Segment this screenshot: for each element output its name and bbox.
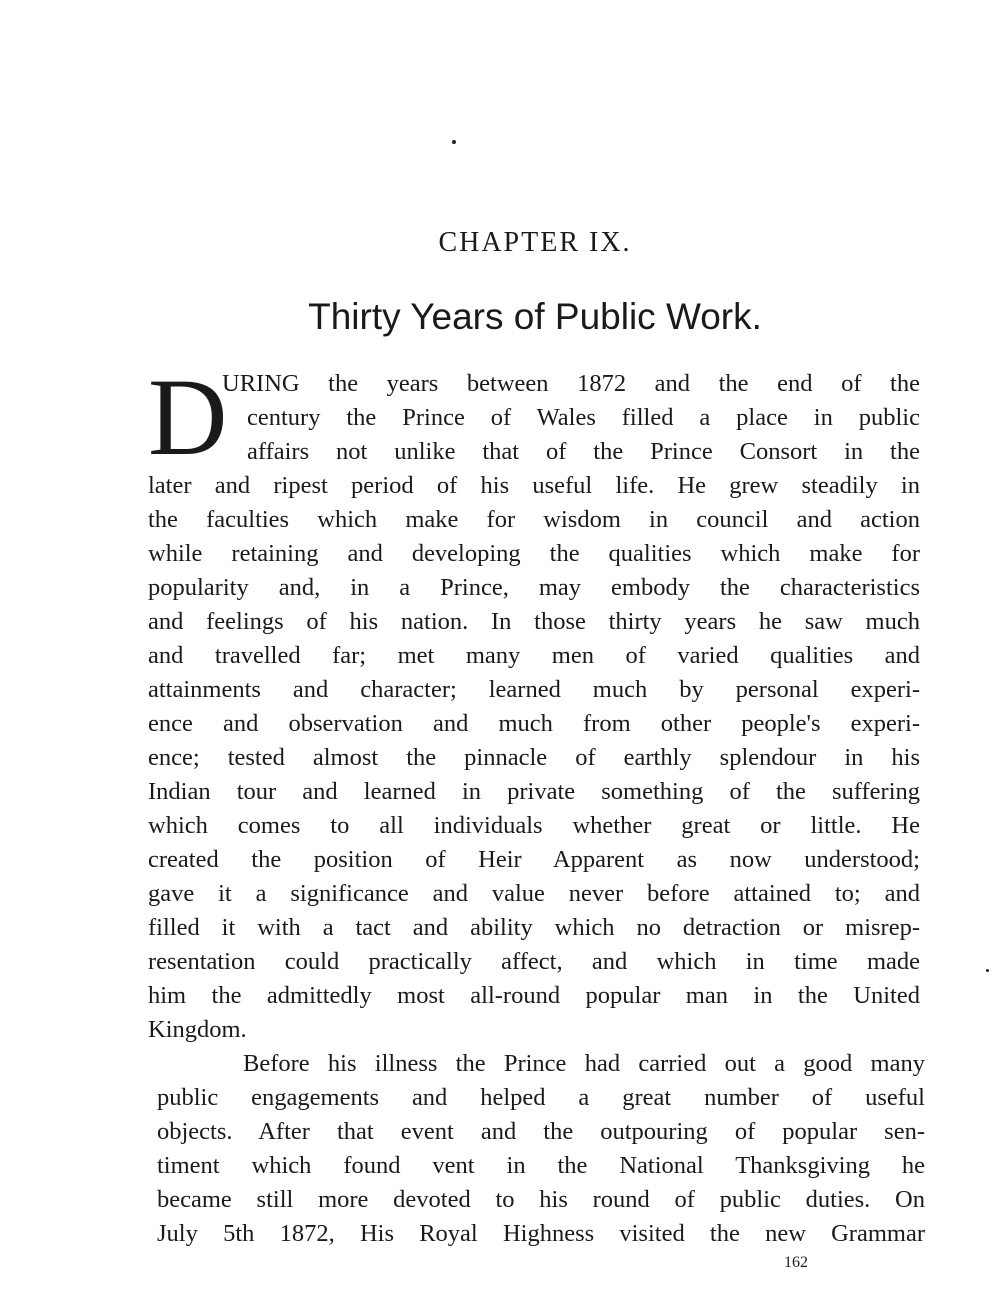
drop-cap: D (148, 356, 228, 478)
text-line: while retaining and developing the qualities which make for (148, 540, 920, 567)
text-line: him the admittedly most all-round popular man in the United (148, 982, 920, 1009)
text-line: and travelled far; met many men of varied qualities and (148, 642, 920, 669)
text-line: resentation could practically affect, and which in time made (148, 948, 920, 975)
stray-mark-right (986, 969, 989, 972)
text-line: became still more devoted to his round of public duties. On (157, 1186, 925, 1213)
text-line: affairs not unlike that of the Prince Consort in the (247, 438, 920, 465)
text-line: Indian tour and learned in private something of the suffering (148, 778, 920, 805)
text-line: ence; tested almost the pinnacle of earthly splendour in his (148, 744, 920, 771)
text-line: and feelings of his nation. In those thirty years he saw much (148, 608, 920, 635)
text-line: objects. After that event and the outpouring of popular sen- (157, 1118, 925, 1145)
text-line: which comes to all individuals whether great or little. He (148, 812, 920, 839)
text-line: later and ripest period of his useful life. He grew steadily in (148, 472, 920, 499)
text-line: public engagements and helped a great number of useful (157, 1084, 925, 1111)
chapter-title: Thirty Years of Public Work. (308, 296, 762, 337)
text-line: filled it with a tact and ability which no detraction or misrep- (148, 914, 920, 941)
text-line: century the Prince of Wales filled a place in public (247, 404, 920, 431)
text-line: July 5th 1872, His Royal Highness visited the new Grammar (157, 1220, 925, 1247)
text-line: attainments and character; learned much by personal experi- (148, 676, 920, 703)
text-line: gave it a significance and value never before attained to; and (148, 880, 920, 907)
page-number: 162 (784, 1254, 808, 1271)
text-line: Kingdom. (148, 1016, 247, 1043)
text-line: the faculties which make for wisdom in council and action (148, 506, 920, 533)
text-line: timent which found vent in the National Thanksgiving he (157, 1152, 925, 1179)
text-line: created the position of Heir Apparent as now understood; (148, 846, 920, 873)
text-line: ence and observation and much from other people's experi- (148, 710, 920, 737)
text-line: Before his illness the Prince had carried out a good many (243, 1050, 925, 1077)
text-line: URING the years between 1872 and the end of the (222, 370, 920, 397)
chapter-label: CHAPTER IX. (438, 227, 632, 258)
text-line: popularity and, in a Prince, may embody the characteristics (148, 574, 920, 601)
stray-mark-top (452, 140, 456, 144)
